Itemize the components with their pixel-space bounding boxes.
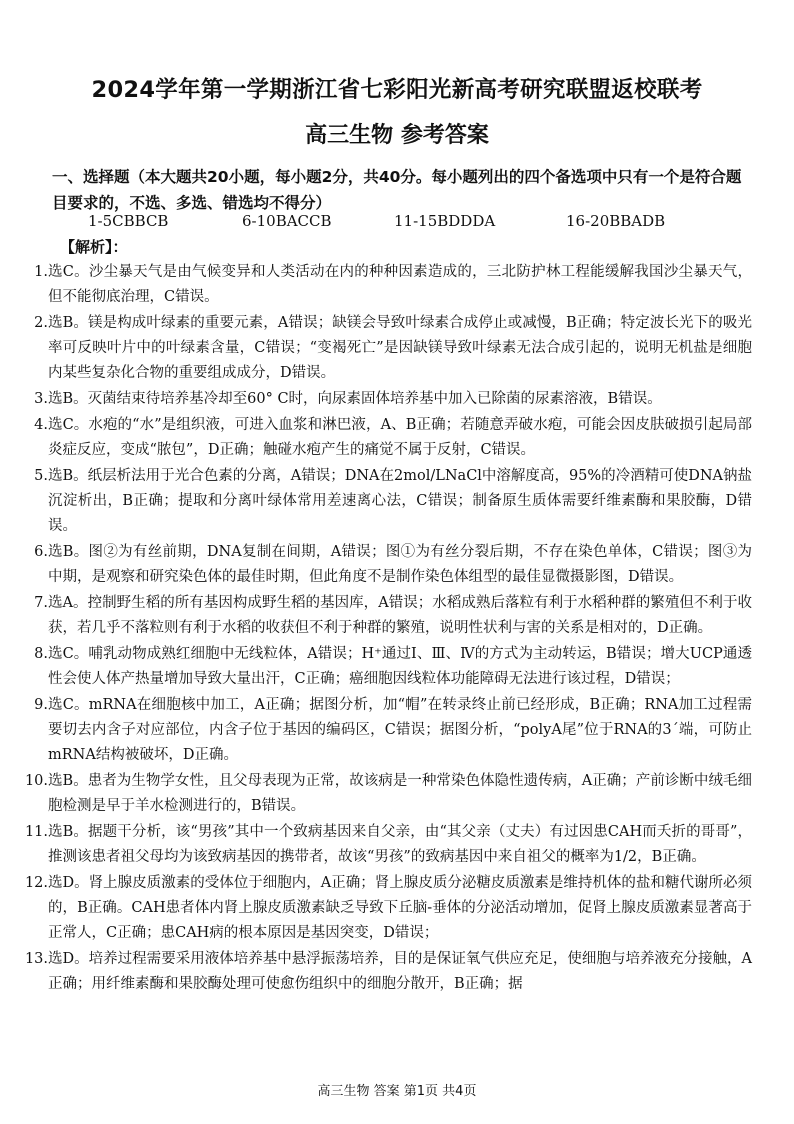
list-item <box>22 311 752 386</box>
list-item <box>22 769 752 819</box>
item-number: 5. <box>34 468 48 484</box>
list-item <box>22 642 752 692</box>
item-number: 12. <box>24 875 48 891</box>
explanation-list <box>22 260 752 998</box>
answer-group: 16-20BBADB <box>566 212 666 230</box>
item-number: 3. <box>34 391 48 407</box>
list-item <box>22 260 752 310</box>
item-text: 选C。沙尘暴天气是由气候变异和人类活动在内的种种因素造成的，三北防护林工程能缓解我国沙尘暴天气，但不能彻底治理，C错误。 <box>48 264 752 305</box>
item-number: 9. <box>34 697 48 713</box>
item-text: 选B。纸层析法用于光合色素的分离，A错误；DNA在2mol/LNaCl中溶解度高，95%的冷酒精可使DNA钠盐沉淀析出，B正确；提取和分离叶绿体常用差速离心法，C错误；制备原生质体需要纤维素酶和果胶酶，D错误。 <box>48 468 752 534</box>
item-text: 选C。水疱的“水”是组织液，可进入血浆和淋巴液，A、B正确；若随意弄破水疱，可能会因皮肤破损引起局部炎症反应，变成“脓包”，D正确；触碰水疱产生的痛觉不属于反射，C错误。 <box>48 417 752 458</box>
item-text: 选C。mRNA在细胞核中加工，A正确；据图分析，加“帽”在转录终止前已经形成，B正确；RNA加工过程需要切去内含子对应部位，内含子位于基因的编码区，C错误；据图分析，“polyA尾”位于RNA的3´端，可防止mRNA结构被破坏，D正确。 <box>48 697 752 763</box>
list-item <box>22 591 752 641</box>
item-text: 选A。控制野生稻的所有基因构成野生稻的基因库，A错误；水稻成熟后落粒有利于水稻种群的繁殖但不利于收获，若几乎不落粒则有利于水稻的收获但不利于种群的繁殖，说明性状利与害的关系是相对的，D正确。 <box>48 595 752 636</box>
item-text: 选B。镁是构成叶绿素的重要元素，A错误；缺镁会导致叶绿素合成停止或减慢，B正确；特定波长光下的吸光率可反映叶片中的叶绿素含量，C错误；“变褐死亡”是因缺镁导致叶绿素无法合成引起的，说明无机盐是细胞内某些复杂化合物的重要组成成分，D错误。 <box>48 315 752 381</box>
list-item <box>22 947 752 997</box>
list-item <box>22 464 752 539</box>
item-number: 8. <box>34 646 48 662</box>
page-footer: 高三生物 答案 第1页 共4页 <box>317 1084 477 1099</box>
item-number: 11. <box>24 824 48 840</box>
list-item <box>22 413 752 463</box>
item-text: 选B。灭菌结束待培养基冷却至60° C时，向尿素固体培养基中加入已除菌的尿素溶液，B错误。 <box>48 391 662 407</box>
item-number: 4. <box>34 417 48 433</box>
item-text: 选C。哺乳动物成熟红细胞中无线粒体，A错误；H⁺通过Ⅰ、Ⅲ、Ⅳ的方式为主动转运，B错误；增大UCP通透性会使人体产热量增加导致大量出汗，C正确；癌细胞因线粒体功能障碍无法进行该过程，D错误； <box>48 646 752 687</box>
section-heading: 一、选择题（本大题共20小题，每小题2分，共40分。每小题列出的四个备选项中只有一个是符合题目要求的，不选、多选、错选均不得分） <box>52 168 742 212</box>
answer-group: 1-5CBBCB <box>88 212 169 230</box>
list-item <box>22 693 752 768</box>
item-text: 选B。患者为生物学女性，且父母表现为正常，故该病是一种常染色体隐性遗传病，A正确；产前诊断中绒毛细胞检测是早于羊水检测进行的，B错误。 <box>48 773 752 814</box>
analysis-label: 【解析】： <box>60 238 128 256</box>
page-title: 2024学年第一学期浙江省七彩阳光新高考研究联盟返校联考 <box>91 77 703 103</box>
item-number: 13. <box>24 951 48 967</box>
list-item <box>22 820 752 870</box>
answer-group: 6-10BACCB <box>242 212 332 230</box>
item-text: 选B。图②为有丝前期，DNA复制在间期，A错误；图①为有丝分裂后期，不存在染色单体，C错误；图③为中期，是观察和研究染色体的最佳时期，但此角度不是制作染色体组型的最佳显微摄影图，D错误。 <box>48 544 752 585</box>
item-number: 6. <box>34 544 48 560</box>
list-item <box>22 387 752 412</box>
list-item <box>22 540 752 590</box>
item-text: 选B。据题干分析，该“男孩”其中一个致病基因来自父亲，由“其父亲（丈夫）有过因患CAH而夭折的哥哥”，推测该患者祖父母均为该致病基因的携带者，故该“男孩”的致病基因中来自祖父的概率为1/2，B正确。 <box>48 824 752 865</box>
list-item <box>22 871 752 946</box>
item-number: 2. <box>34 315 48 331</box>
item-number: 1. <box>34 264 48 280</box>
item-text: 选D。培养过程需要采用液体培养基中悬浮振荡培养，目的是保证氧气供应充足，使细胞与培养液充分接触，A正确；用纤维素酶和果胶酶处理可使愈伤组织中的细胞分散开，B正确；据 <box>48 951 752 992</box>
answer-key <box>88 212 748 234</box>
item-text: 选D。肾上腺皮质激素的受体位于细胞内，A正确；肾上腺皮质分泌糖皮质激素是维持机体的盐和糖代谢所必须的，B正确。CAH患者体内肾上腺皮质激素缺乏导致下丘脑-垂体的分泌活动增加，促肾上腺皮质激素显著高于正常人，C正确；患CAH病的根本原因是基因突变，D错误； <box>48 875 752 941</box>
item-number: 7. <box>34 595 48 611</box>
item-number: 10. <box>24 773 48 789</box>
answer-group: 11-15BDDDA <box>394 212 496 230</box>
page-subtitle: 高三生物 参考答案 <box>305 123 489 148</box>
